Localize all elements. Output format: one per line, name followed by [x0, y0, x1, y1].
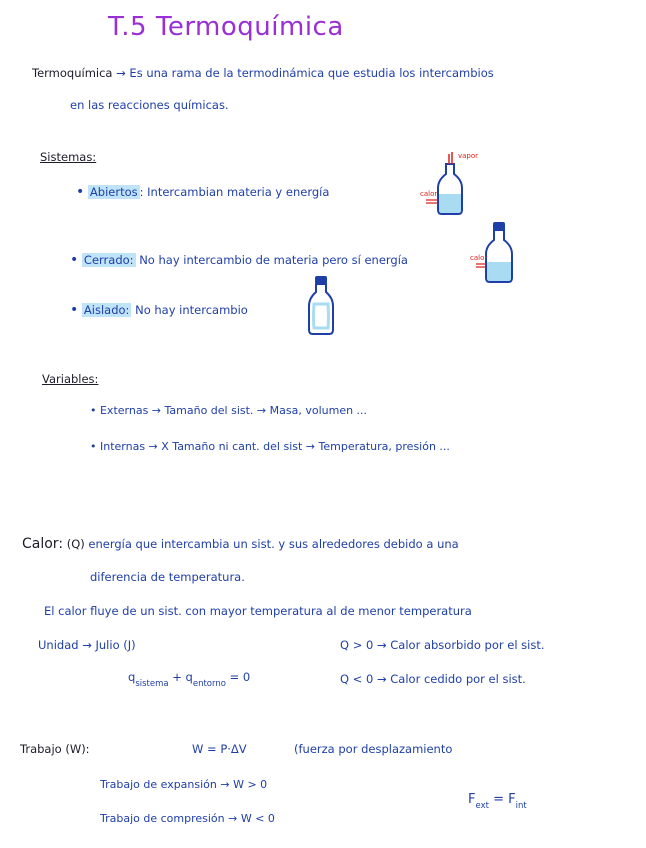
sistema-abierto [76, 184, 329, 200]
calor-line-1 [22, 536, 459, 552]
abiertos-text: : Intercambian materia y energía [139, 185, 330, 199]
eq-sub-sistema: sistema [135, 679, 169, 689]
intro-arrow: → [116, 66, 126, 80]
variables-heading: Variables: [42, 372, 99, 386]
bullet-icon: • [76, 184, 85, 200]
closed-flask-icon [470, 218, 530, 286]
fext-f: F [468, 792, 476, 807]
aislado-label: Aislado: [83, 303, 130, 317]
calor-definition: energía que intercambia un sist. y sus alrededores debido a una [88, 537, 459, 551]
sistema-cerrado [70, 252, 408, 268]
intro-term: Termoquímica [32, 66, 113, 80]
eq-plus: + q [168, 670, 193, 684]
fint-sub: int [515, 801, 527, 811]
force-equation [468, 792, 527, 811]
f-equals: = F [488, 792, 516, 807]
calor-units: Unidad → Julio (J) [38, 638, 136, 652]
eq-sub-entorno: entorno [192, 679, 226, 689]
intro-line-2: en las reacciones químicas. [70, 98, 229, 112]
calor-equation [128, 670, 250, 689]
calor-definition-2: diferencia de temperatura. [90, 570, 245, 584]
calor-q-positive: Q > 0 → Calor absorbido por el sist. [340, 638, 545, 652]
intro-line-1 [32, 66, 494, 80]
eq-q: q [128, 670, 136, 684]
trabajo-heading: Trabajo (W): [20, 742, 90, 756]
page-title: T.5 Termoquímica [108, 12, 344, 42]
trabajo-expansion: Trabajo de expansión → W > 0 [100, 778, 268, 791]
isolated-flask-icon [306, 274, 336, 336]
flask-calor-label: calor [420, 190, 438, 198]
sistemas-heading: Sistemas: [40, 150, 97, 164]
calor-flow: El calor fluye de un sist. con mayor temperatura al de menor temperatura [44, 604, 472, 618]
cerrado-label: Cerrado: [83, 253, 134, 267]
bullet-icon: • [70, 302, 79, 318]
calor-heading: Calor: [22, 536, 64, 552]
fext-sub: ext [475, 801, 489, 811]
eq-end: = 0 [225, 670, 251, 684]
trabajo-compresion: Trabajo de compresión → W < 0 [100, 812, 275, 825]
bullet-icon: • [70, 252, 79, 268]
open-flask-icon [418, 150, 488, 220]
calor-q-negative: Q < 0 → Calor cedido por el sist. [340, 672, 526, 686]
variables-internas: • Internas → X Tamaño ni cant. del sist → Temperatura, presión ... [90, 440, 450, 453]
trabajo-formula: W = P·ΔV [192, 742, 247, 756]
intro-definition: Es una rama de la termodinámica que estudia los intercambios [129, 66, 494, 80]
flask-vapor-label: vapor [458, 152, 479, 160]
abiertos-label: Abiertos [89, 185, 138, 199]
sistema-aislado [70, 302, 248, 318]
cerrado-text: No hay intercambio de materia pero sí energía [139, 253, 408, 267]
aislado-text: No hay intercambio [135, 303, 248, 317]
trabajo-note: (fuerza por desplazamiento [294, 742, 453, 756]
variables-externas: • Externas → Tamaño del sist. → Masa, volumen ... [90, 404, 368, 417]
calor-symbol: (Q) [66, 537, 85, 551]
flask-calor-label: calor [470, 254, 488, 262]
